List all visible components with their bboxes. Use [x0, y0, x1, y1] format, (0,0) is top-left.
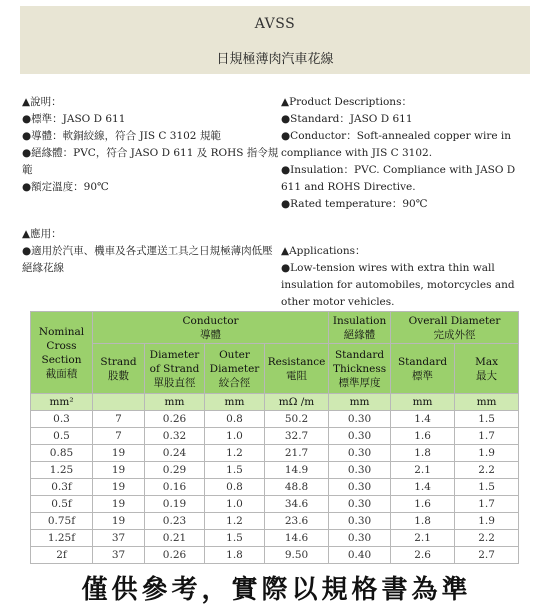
table-cell: 23.6: [265, 513, 329, 530]
table-cell: 0.40: [329, 547, 391, 564]
unit-cell: mm²: [31, 394, 93, 411]
header-standard: Standard 標準: [391, 344, 455, 394]
table-cell: 37: [93, 547, 145, 564]
application-zh: [22, 226, 280, 277]
application-en-text: ●Low-tension wires with extra thin wall insulation for automobiles, motorcycles and other motor vehicles.: [281, 262, 515, 308]
table-cell: 0.26: [145, 547, 205, 564]
table-cell: 0.30: [329, 445, 391, 462]
table-cell: 0.30: [329, 496, 391, 513]
product-code: AVSS: [254, 16, 296, 32]
table-cell: 0.3: [31, 411, 93, 428]
description-en-item: ●Standard：JASO D 611: [281, 113, 413, 125]
table-cell: 48.8: [265, 479, 329, 496]
header-diameter-of-strand: Diameter of Strand 單股直徑: [145, 344, 205, 394]
description-zh-item: ●額定溫度：90℃: [22, 181, 109, 193]
description-en-item: ●Rated temperature：90℃: [281, 198, 428, 210]
table-cell: 0.30: [329, 411, 391, 428]
unit-cell: [93, 394, 145, 411]
table-cell: 0.23: [145, 513, 205, 530]
table-cell: 37: [93, 530, 145, 547]
table-cell: 1.8: [391, 513, 455, 530]
table-cell: 2.6: [391, 547, 455, 564]
table-cell: 1.5: [455, 479, 519, 496]
table-cell: 1.5: [205, 530, 265, 547]
table-cell: 0.24: [145, 445, 205, 462]
table-cell: 0.3f: [31, 479, 93, 496]
table-cell: 1.2: [205, 513, 265, 530]
product-name: 日規極薄肉汽車花線: [216, 52, 334, 67]
header-standard-thickness: Standard Thickness 標準厚度: [329, 344, 391, 394]
table-cell: 21.7: [265, 445, 329, 462]
table-cell: 1.8: [205, 547, 265, 564]
table-cell: 1.5: [205, 462, 265, 479]
table-cell: 1.7: [455, 428, 519, 445]
table-cell: 0.8: [205, 479, 265, 496]
description-zh: [22, 94, 280, 196]
table-cell: 1.6: [391, 496, 455, 513]
description-zh-item: ●標準：JASO D 611: [22, 113, 126, 125]
disclaimer-footer: 僅供參考，實際以規格書為準: [81, 575, 472, 605]
table-cell: 7: [93, 411, 145, 428]
description-en-item: ●Conductor：Soft-annealed copper wire in compliance with JIS C 3102.: [281, 130, 512, 159]
table-cell: 2.1: [391, 462, 455, 479]
table-cell: 0.30: [329, 530, 391, 547]
table-row: [31, 513, 519, 530]
table-cell: 0.5: [31, 428, 93, 445]
table-cell: 0.30: [329, 428, 391, 445]
product-header: [20, 6, 530, 74]
description-zh-item: ●絕緣體：PVC，符合 JASO D 611 及 ROHS 指令規範: [22, 147, 279, 176]
table-cell: 1.2: [205, 445, 265, 462]
table-cell: 9.50: [265, 547, 329, 564]
table-row: [31, 530, 519, 547]
table-cell: 19: [93, 479, 145, 496]
table-row: [31, 547, 519, 564]
table-cell: 19: [93, 462, 145, 479]
table-cell: 0.85: [31, 445, 93, 462]
table-cell: 0.30: [329, 513, 391, 530]
table-cell: 1.4: [391, 479, 455, 496]
table-cell: 1.0: [205, 428, 265, 445]
table-cell: 1.25: [31, 462, 93, 479]
header-overall-diameter: Overall Diameter 完成外徑: [391, 312, 519, 344]
description-en-title: ▲Product Descriptions：: [281, 96, 412, 108]
table-cell: 1.0: [205, 496, 265, 513]
table-cell: 14.9: [265, 462, 329, 479]
table-cell: 1.8: [391, 445, 455, 462]
description-en: [281, 94, 531, 213]
unit-cell: mm: [391, 394, 455, 411]
table-cell: 1.9: [455, 445, 519, 462]
table-cell: 1.6: [391, 428, 455, 445]
header-nominal-cross-section: Nominal Cross Section 截面積: [31, 312, 93, 394]
table-cell: 0.30: [329, 479, 391, 496]
table-cell: 34.6: [265, 496, 329, 513]
header-conductor: Conductor 導體: [93, 312, 329, 344]
table-cell: 32.7: [265, 428, 329, 445]
table-cell: 19: [93, 496, 145, 513]
table-cell: 0.26: [145, 411, 205, 428]
table-cell: 1.25f: [31, 530, 93, 547]
description-en-item: ●Insulation：PVC. Compliance with JASO D 611 and ROHS Directive.: [281, 164, 516, 193]
table-cell: 2.7: [455, 547, 519, 564]
header-max: Max 最大: [455, 344, 519, 394]
table-cell: 0.5f: [31, 496, 93, 513]
table-cell: 2f: [31, 547, 93, 564]
table-cell: 0.19: [145, 496, 205, 513]
table-cell: 1.9: [455, 513, 519, 530]
table-cell: 0.32: [145, 428, 205, 445]
description-zh-title: ▲說明：: [22, 96, 62, 108]
unit-cell: mm: [329, 394, 391, 411]
application-zh-text: ●適用於汽車、機車及各式運送工具之日規極薄肉低壓絕緣花線: [22, 245, 273, 274]
header-resistance: Resistance 電阻: [265, 344, 329, 394]
table-row: [31, 445, 519, 462]
table-cell: 1.5: [455, 411, 519, 428]
table-row: [31, 496, 519, 513]
table-cell: 0.16: [145, 479, 205, 496]
table-cell: 19: [93, 513, 145, 530]
description-zh-item: ●導體：軟銅絞線，符合 JIS C 3102 規範: [22, 130, 221, 142]
header-outer-diameter: Outer Diameter 絞合徑: [205, 344, 265, 394]
spec-table-body: [31, 411, 519, 564]
table-cell: 0.8: [205, 411, 265, 428]
table-cell: 0.30: [329, 462, 391, 479]
application-en-title: ▲Applications：: [281, 245, 366, 257]
table-cell: 2.2: [455, 530, 519, 547]
table-cell: 1.4: [391, 411, 455, 428]
table-row: [31, 462, 519, 479]
unit-cell: mm: [145, 394, 205, 411]
header-strand: Strand 股數: [93, 344, 145, 394]
header-insulation: Insulation 絕緣體: [329, 312, 391, 344]
table-cell: 2.2: [455, 462, 519, 479]
spec-table: [30, 311, 519, 564]
units-row: [31, 394, 519, 411]
table-cell: 14.6: [265, 530, 329, 547]
application-en: [281, 243, 531, 311]
unit-cell: mm: [205, 394, 265, 411]
table-cell: 0.29: [145, 462, 205, 479]
table-row: [31, 411, 519, 428]
table-cell: 0.75f: [31, 513, 93, 530]
table-cell: 2.1: [391, 530, 455, 547]
table-cell: 50.2: [265, 411, 329, 428]
table-cell: 7: [93, 428, 145, 445]
table-cell: 1.7: [455, 496, 519, 513]
unit-cell: mm: [455, 394, 519, 411]
table-row: [31, 479, 519, 496]
application-zh-title: ▲應用：: [22, 228, 62, 240]
table-cell: 19: [93, 445, 145, 462]
unit-cell: mΩ /m: [265, 394, 329, 411]
table-row: [31, 428, 519, 445]
table-cell: 0.21: [145, 530, 205, 547]
